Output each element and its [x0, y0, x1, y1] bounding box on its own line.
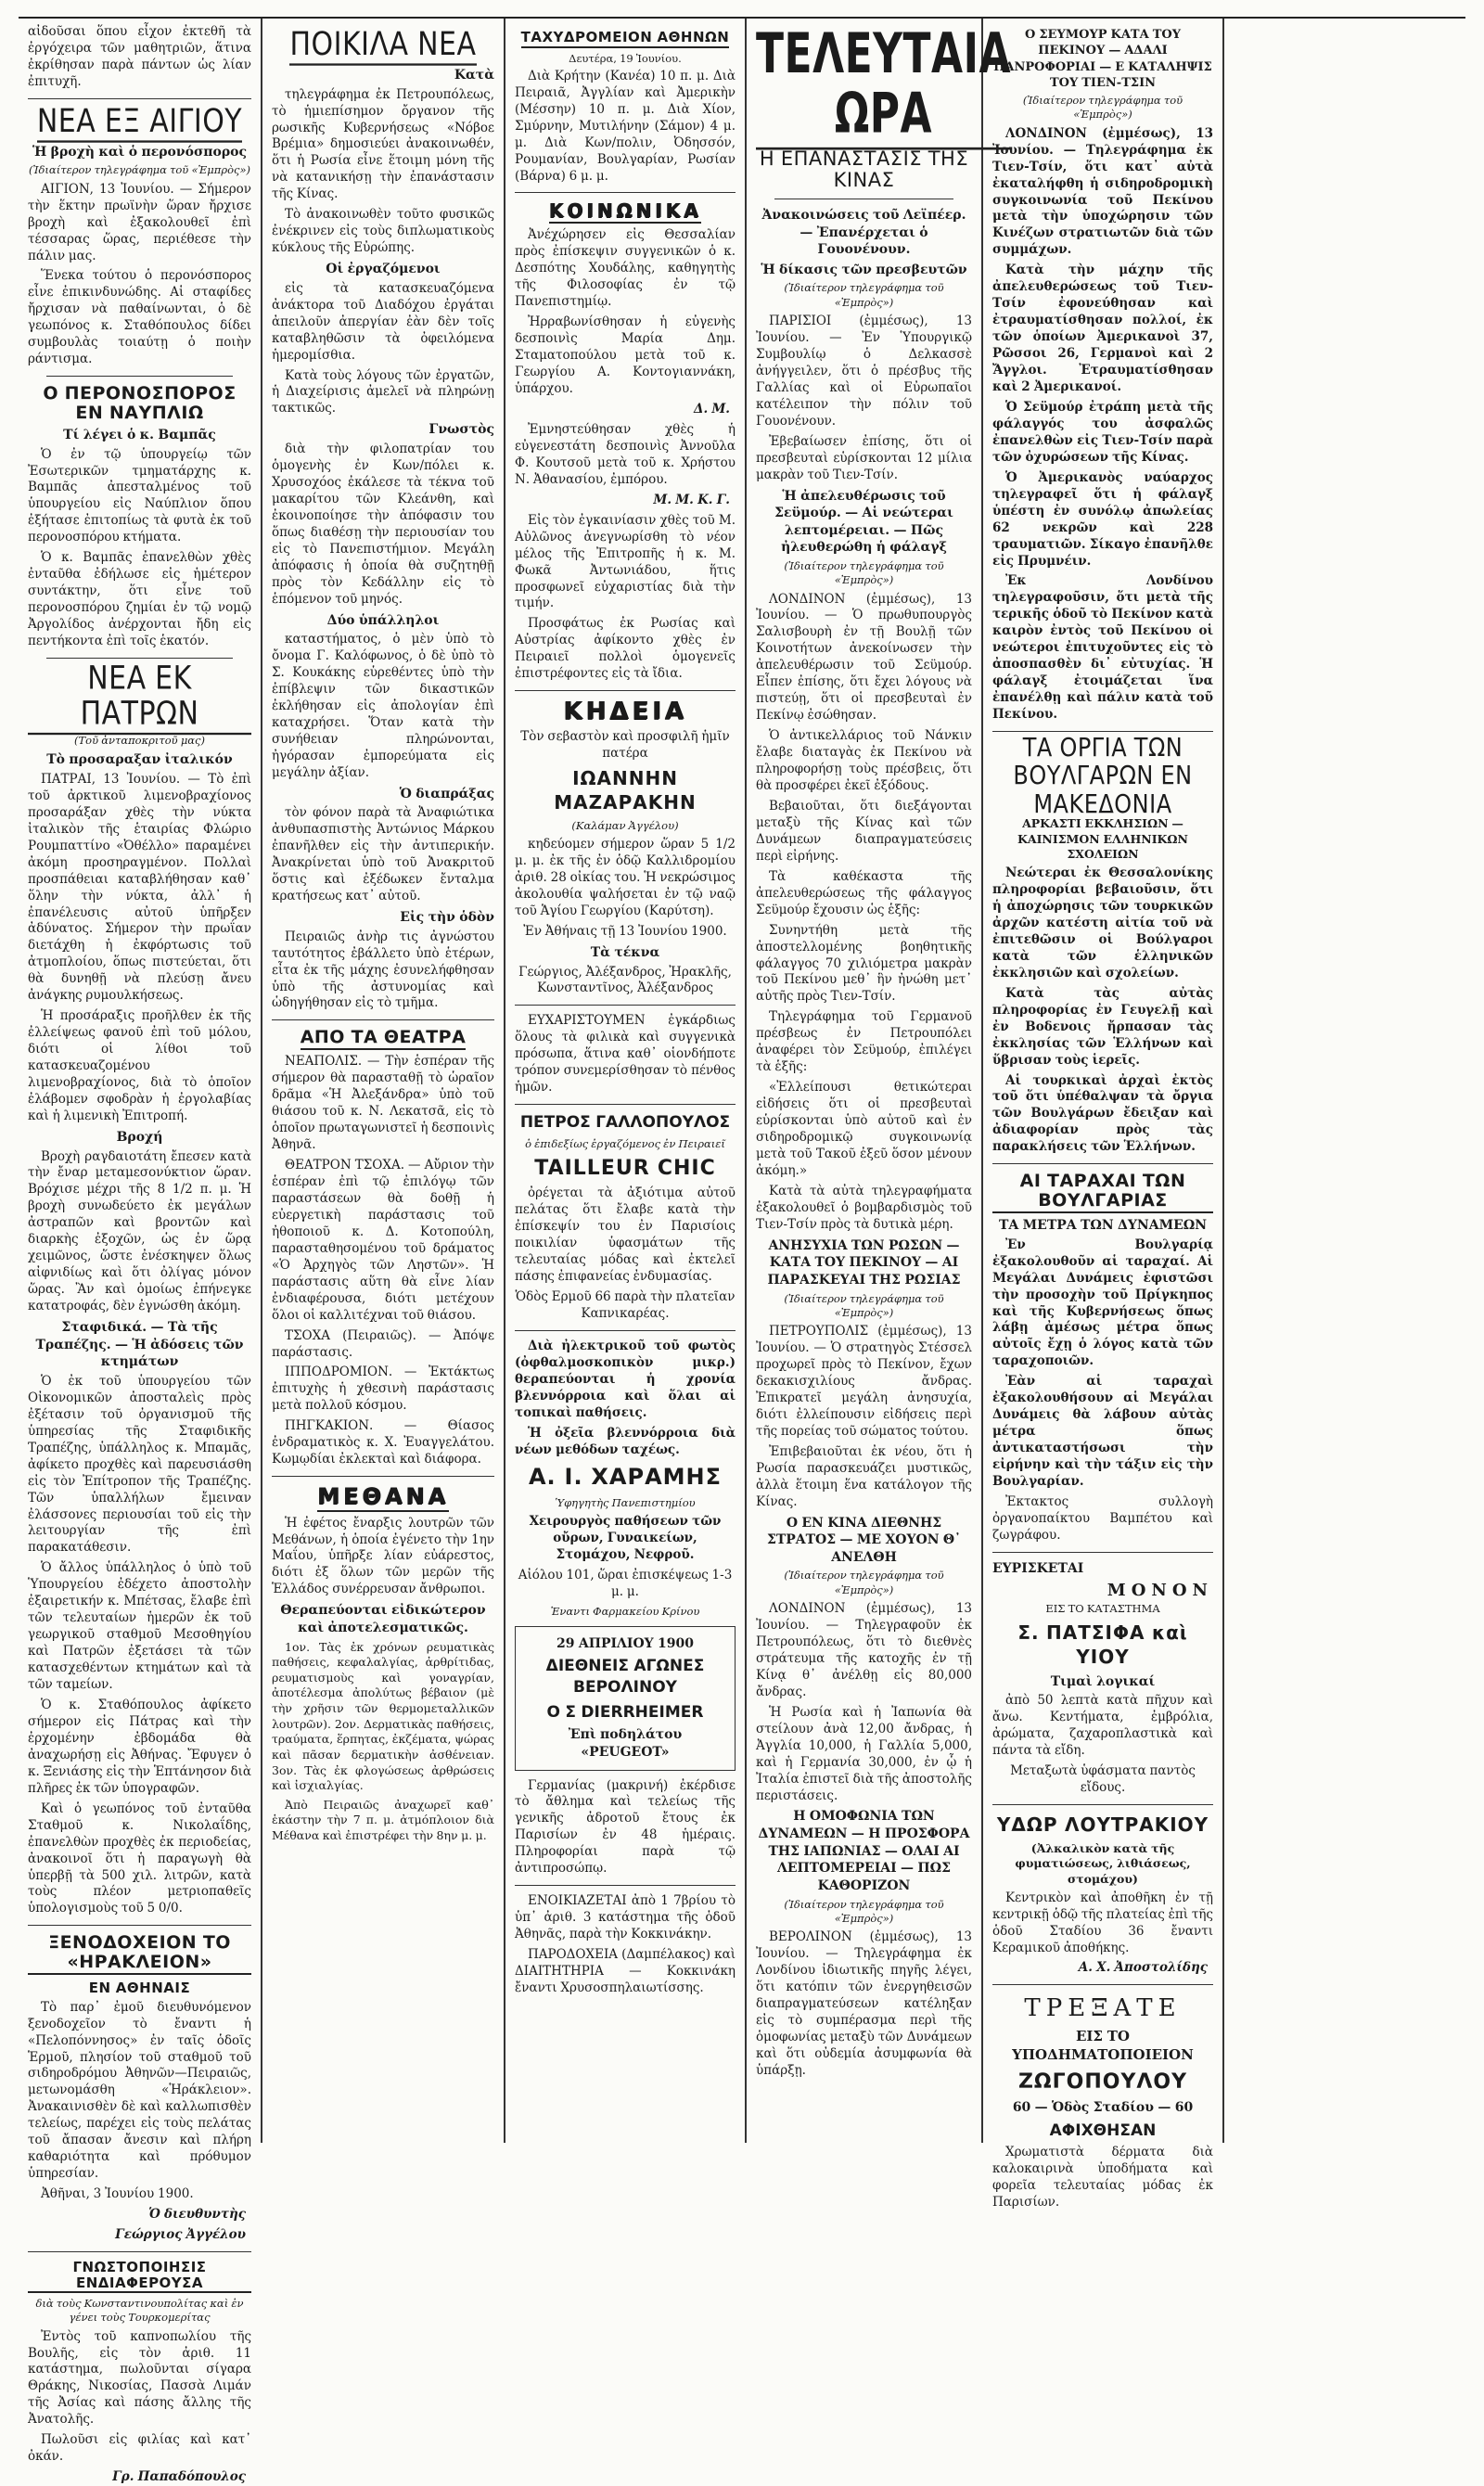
koin-signature: Δ. Μ.	[693, 401, 730, 416]
tarahai-text-1: Ἐν Βουλγαρίᾳ ἐξακολουθοῦν αἱ ταραχαί. Αἱ Μεγάλαι Δυνάμεις ἐφιστῶσι τὴν προσοχὴν τοῦ Πρίγκηπος καὶ τῆς Κυβερνήσεως ὅπως λάβῃ ἀμέσως μέτρα ὅπως αὐτοῖς ἔχῃ ὁ λόγος κατὰ τῶν ταραχοποιῶν.	[992, 1237, 1213, 1369]
divider	[515, 1005, 736, 1006]
divider	[515, 1104, 736, 1105]
tarahai-text-2: Ἐὰν αἱ ταραχαὶ ἐξακολουθήσουν αἱ Μεγάλαι Δυνάμεις θὰ λάβουν αὐτὰς μέτρα ὅπως ἀντικαταστήσωσι τὴν εἰρήνην καὶ τὴν τάξιν εἰς τὴν Βουλγαρίαν.	[992, 1374, 1213, 1490]
shoes-heading: ΤΡΕΞΑΤΕ	[1024, 1994, 1182, 2023]
trapeza-text: Ὁ ἐκ τοῦ ὑπουργείου τῶν Οἰκονομικῶν ἀποσταλεὶς πρὸς ἐξέτασιν τοῦ ὀργανισμοῦ τῆς ὑπηρεσίας τῆς Σταφιδικῆς Τραπέζης, ὑπάλληλος κ. Μπαμᾶς, ἀφίκετο προχθὲς καὶ παρευσιάσθη εἰς τὸν Ἐπίτροπον τῆς Τραπέζης. Τῶν ὑπαλλήλων ἔμειναν ἐλάσσονες περιουσίαι τοῦ εἰς τὴν λειτουργίαν τῆς ἐπὶ παρακατάθεσιν.	[28, 1373, 251, 1556]
theatre-text-5: ΠΗΓΚΑΚΙΟΝ. — Θίασος ἐνδραματικὸς κ. Χ. Ἐυαγγελάτου. Κωμῳδίαι ἐκλεκταὶ καὶ διάφορα.	[272, 1418, 494, 1467]
water-subheading: (Ἀλκαλικὸν κατὰ τῆς φυματιώσεως, λιθιάσεως, στομάχου)	[1015, 1840, 1191, 1887]
tailor-name: ΠΕΤΡΟΣ ΓΑΛΛΟΠΟΥΛΟΣ	[519, 1113, 731, 1133]
methana-text-3: Ἀπὸ Πειραιῶς ἀναχωρεῖ καθ᾽ ἑκάστην τὴν 7 π. μ. ἀτμόπλοιον διὰ Μέθανα καὶ ἐπιστρέφει τὴν 8ην μ. μ.	[272, 1797, 494, 1843]
trapeza-text-4: Καὶ ὁ γεωπόνος τοῦ ἐνταῦθα Σταθμοῦ κ. Νικολαΐδης, ἐπανελθὼν προχθὲς ἐκ περιοδείας, ἀνακοινοῖ ὅτι ἡ παραγωγὴ θὰ ὑπερβῇ τὰ 500 χιλ. λιτρῶν, κατὰ τοὺς πλέον μετριοπαθεῖς ὑπολογισμοὺς τοῦ 5 0/0.	[28, 1800, 251, 1916]
nafplio-subheading: Τί λέγει ὁ κ. Βαμπᾶς	[63, 427, 216, 442]
seymour-text-5: Συνηντήθη μετὰ τῆς ἀποστελλομένης βοηθητικῆς φάλαγγος 70 χιλιόμετρα μακρὰν τοῦ Πεκίνου μεθ᾽ ἣν ἠνώθη μετ᾽ αὐτῆς πρὸς Τιεν-Τσίν.	[756, 922, 972, 1005]
divider	[992, 731, 1213, 732]
hotel-director: Ὁ διευθυντὴς	[148, 2207, 246, 2223]
monon-label: ΜΟΝΟΝ	[1107, 1581, 1213, 1601]
koin-text-4: Εἰς τὸν ἐγκαινίασιν χθὲς τοῦ Μ. Αὐλῶνος ἀνεγνωρίσθη τὸ νέον μέλος τῆς Ἐπιτροπῆς ἡ κ. Μ. Φωκᾶ Ἀντωνιάδου, ἥτις προσφωνεῖ εὐχαριστίας διὰ τὴν τιμήν.	[515, 512, 736, 611]
kedia-text: Τὸν σεβαστὸν καὶ προσφιλῆ ἡμῖν πατέρα	[520, 728, 730, 761]
orgia-text-1: Νεώτεραι ἐκ Θεσσαλονίκης πληροφορίαι βεβαιοῦσιν, ὅτι ἡ ἀποχώρησις τῶν τουρκικῶν ἀρχῶν κατέστη αἰτία τοῦ νὰ ἐπιτεθῶσιν οἱ Βούλγαροι κατὰ τῶν ἑλληνικῶν ἐκκλησιῶν καὶ σχολείων.	[992, 865, 1213, 980]
intro-text: αἰδοῦσαι ὅπου εἶχον ἐκτεθῆ τὰ ἐργόχειρα τῶν μαθητριῶν, ἅτινα ἐκρίθησαν παρὰ πάντων ὡς λίαν ἐπιτυχῆ.	[28, 24, 251, 89]
column-3	[505, 19, 747, 2143]
seymour-text-1: ΛΟΝΔΙΝΟΝ (ἐμμέσως), 13 Ἰουνίου. — Ὁ πρωθυπουργὸς Σαλισβουρὴ ἐν τῇ Βουλῇ τῶν Κοινοτήτων ἀνεκοίνωσεν τὴν ἀπελευθέρωσιν τοῦ Σεϋμούρ. Εἶπεν ἐπίσης, ὅτι ἔχει λόγους νὰ πιστεύῃ, ὅτι οἱ πρεσβευταὶ ἐν Πεκίνῳ ἐσώθησαν.	[756, 591, 972, 724]
tailor-text: ὀρέγεται τὰ ἀξιότιμα αὐτοῦ πελάτας ὅτι ἔλαβε κατὰ τὴν ἐπίσκεψίν του ἐν Παρισίοις ποικιλίαν ὑφασμάτων τῆς τελευταίας μόδας καὶ ἐκτελεῖ πάσης ἐπιφανείας ἐνδυμασίας.	[515, 1185, 736, 1285]
s3-text: διὰ τὴν φιλοπατρίαν του ὁμογενὴς ἐν Κων/πόλει κ. Χρυσοχόος ἐκάλεσε τὰ τέκνα τοῦ μακαρίτου τῶν Κλεάνθη, καὶ ἐκοινοποίησε τὴν ἀπόφασιν του ὅπως διαθέσῃ τὴν περιουσίαν του εἰς τὸ Πανεπιστήμιον. Μεγάλη ἀπόφασις ἡ ὁποία θὰ συζητηθῇ πρὸς τὸν Κεδάλλην εἰς τὸ ἑπόμενον τοῦ μηνός.	[272, 441, 494, 607]
divider	[515, 1330, 736, 1331]
divider	[28, 98, 251, 99]
aigio-heading: ΝΕΑ ΕΞ ΑΙΓΙΟΥ	[28, 104, 251, 142]
shoes-text: Χρωματιστὰ δέρματα διὰ καλοκαιρινὰ ὑποδήματα καὶ φορεῖα τελευταίας μόδας ἐκ Παρισίων.	[992, 2145, 1213, 2210]
evrisk-label: ΕΥΡΙΣΚΕΤΑΙ	[992, 1560, 1084, 1576]
army-text-1: ΛΟΝΔΙΝΟΝ (ἐμμέσως), 13 Ἰουνίου. — Τηλεγραφοῦν ἐκ Πετρουπόλεως, ὅτι τὸ διεθνὲς στράτευμα τῆς κατοχῆς ἐν τῇ Κίνᾳ θ᾽ ἀνέλθῃ εἰς 80,000 ἄνδρας.	[756, 1601, 972, 1699]
race-date: 29 ΑΠΡΙΛΙΟΥ 1900	[556, 1635, 694, 1651]
s4-text: καταστήματος, ὁ μὲν ὑπὸ τὸ ὄνομα Γ. Καλόφωνος, ὁ δὲ ὑπὸ τὸ Σ. Κουκάκης εὑρεθέντες ὑπὸ τὴν ἐπίβλεψιν τῶν δικαστικῶν ἐκλήθησαν εἰς ἀπολογίαν ἐπὶ καταχρήσει. Ὅταν κατὰ τὴν συνήθειαν πληρώνονται, ἠγόρασαν ἐμπορεύματα εἰς μεγάλην ἀξίαν.	[272, 632, 494, 780]
methana-subheading: Θεραπεύονται εἰδικώτερον καὶ ἀποτελεσματικῶς.	[280, 1603, 486, 1635]
methana-text-2: 1ον. Τὰς ἐκ χρόνων ρευματικὰς παθήσεις, κεφαλαλγίας, ἀρθρίτιδας, ρευματισμοὺς καὶ γοναγρίαν, ἀποτέλεσμα ἀπολύτως βέβαιον (μὲ τὴν χρῆσιν τῶν θερμομεταλλικῶν λουτρῶν). 2ον. Δερματικὰς παθήσεις, τραύματα, ἕρπητας, ἐκζέματα, ψώρας καὶ πᾶσαν δερματικὴν ἀσθένειαν. 3ον. Τὰς ἐκ φλογώσεως ἀρθρώσεις καὶ ἰσχιαλγίας.	[272, 1639, 494, 1793]
brochi-text: Βροχὴ ραγδαιοτάτη ἔπεσεν κατὰ τὴν ἔναρ μεταμεσονύκτιον ὥραν. Βρόχισε μέχρι τῆς 8 1/2 π. μ. Ἡ βροχὴ συνωδεύετο ἐκ μεγάλων ἀστραπῶν καὶ βροντῶν καὶ διαρκὴς ἐξοχῶν, ὡς ἐν ὥρᾳ χειμῶνος, ὥστε ἐνέσκηψεν ὅλως αἰφνιδίως καὶ ὅτι ὀλίγας μόνον ὥρας. Ἂν καὶ ὁμοίως ἐπήνεγκε κατατροφάς, δὲν ἐγνώσθη ἀκόμη.	[28, 1148, 251, 1314]
post-heading: ΤΑΧΥΔΡΟΜΕΙΟΝ ΑΘΗΝΩΝ	[515, 30, 736, 48]
hotel-date: Ἀθῆναι, 3 Ἰουνίου 1900.	[41, 2186, 194, 2202]
divider	[992, 1804, 1213, 1805]
patra-text-2: Ἡ προσάραξις προῆλθεν ἐκ τῆς ἐλλείψεως φανοῦ ἐπὶ τοῦ μόλου, διότι οἱ λίθοι τοῦ κατασκευαζομένου λιμενοβραχίονος, διὰ τὸ ὁποῖον ἐλάβομεν σφοδρὰν ἡ ἐργολαβίας καὶ ἡ λιμενικὴ Ἐπιτροπή.	[28, 1008, 251, 1123]
divider	[272, 1019, 494, 1020]
orgia-subheading: ΑΡΚΑΣΤΙ ΕΚΚΛΗΣΙΩΝ — ΚΑΙΝΙΣΜΟΝ ΕΛΛΗΝΙΚΩΝ ΣΧΟΛΕΙΩΝ	[1017, 816, 1188, 862]
doctor-text: Χειρουργὸς παθήσεων τῶν οὔρων, Γυναικείων, Στομάχου, Νεφροῦ.	[529, 1513, 722, 1562]
theatre-text-4: ΙΠΠΟΔΡΟΜΙΟΝ. — Ἐκτάκτως ἐπιτυχὴς ἡ χθεσινὴ παράστασις μετὰ πολλοῦ κόσμου.	[272, 1365, 494, 1414]
newspaper-page	[19, 17, 1465, 2485]
race-text: Γερμανίας (μακρινή) ἐκέρδισε τὸ ἄθλημα καὶ τελείως τῆς γενικῆς ἀδροτοῦ ἔτους ἐκ Παρισίων ἐν 48 ἡμέραις. Πληροφορίαι παρὰ τῷ ἀντιπροσώπῳ.	[515, 1777, 736, 1877]
theatre-text-2: ΘΕΑΤΡΟΝ ΤΣΟΧΑ. — Αὔριον τὴν ἑσπέραν ἐπὶ τῷ ἐπιλόγῳ τῶν παραστάσεων θὰ δοθῇ ἡ εὐεργετικὴ παράστασις τοῦ ἠθοποιοῦ κ. Δ. Κοτοπούλη, παρασταθησομένου τοῦ δράματος «Ὁ Ἀρχηγὸς τῶν Ληστῶν». Ἡ παράστασις αὕτη θὰ εἶνε λίαν ἐνδιαφέρουσα, διότι μετέχουν ὅλοι οἱ καλλιτέχναι τοῦ θιάσου.	[272, 1158, 494, 1323]
seymour2-text-3: Ὁ Σεϋμούρ ἐτράπη μετὰ τῆς φάλαγγός του ἀσφαλῶς ἐπανελθὼν εἰς Τιεν-Τσίν παρὰ τῶν ὀχυρώσεων τῆς Κίνας.	[992, 399, 1213, 465]
tailor-address: Ὁδὸς Ερμοῦ 66 παρὰ τὴν πλατεῖαν Καπνικαρέας.	[515, 1289, 736, 1322]
nafplio-text-2: Ὁ κ. Βαμπᾶς ἐπανελθὼν χθὲς ἐνταῦθα ἐδήλωσε εἰς ἡμέτερον συντάκτην, ὅτι εἶνε τοῦ περονοσπόρου ζημίαι ἐν τῷ νομῷ Ἀργολίδος ἀνέρχονται ἤδη εἰς πεντήκοντα ἐπὶ τοῖς ἑκατόν.	[28, 550, 251, 649]
seymour-text-4: Τὰ καθέκαστα τῆς ἀπελευθερώσεως τῆς φάλαγγος Σεϋμούρ ἔχουσιν ὡς ἑξῆς:	[756, 868, 972, 917]
seymour2-heading: Ο ΣΕΥΜΟΥΡ ΚΑΤΑ ΤΟΥ ΠΕΚΙΝΟΥ — ΑΔΑΛΙ ΠΑΝΡΟΦΟΡΙΑΙ — Ε ΚΑΤΑΛΗΨΙΣ ΤΟΥ ΤΙΕΝ-ΤΣΙΝ	[993, 28, 1212, 90]
kedia-credit: (Καλάμαν Ἀγγέλου)	[571, 818, 679, 832]
divider	[992, 1984, 1213, 1985]
doctor-text-2: Αἰόλου 101, ὥραι ἐπισκέψεως 1-3 μ. μ.	[518, 1567, 733, 1599]
race-ad-box	[515, 1626, 736, 1771]
brochi-subheading: Βροχή	[116, 1129, 163, 1145]
divider	[28, 1925, 251, 1926]
divider	[515, 1885, 736, 1886]
unity-credit: (Ἰδιαίτερον τηλεγράφημα τοῦ «Ἐμπρὸς»)	[784, 1897, 944, 1925]
hotel-subheading: ΕΝ ΑΘΗΝΑΙΣ	[88, 1980, 191, 1997]
army-credit: (Ἰδιαίτερον τηλεγράφημα τοῦ «Ἐμπρὸς»)	[784, 1569, 944, 1596]
china-subheading: Ἀνακοινώσεις τοῦ Λεϊπέερ. — Ἐπανέρχεται ὁ Γουονένουν.	[761, 207, 966, 258]
trapeza-text-3: Ὁ κ. Σταθόπουλος ἀφίκετο σήμερον εἰς Πάτρας καὶ τὴν ἐρχομένην ἐβδομάδα θὰ ἀναχωρήσῃ εἰς Ἀθήνας. Ἔφυγεν ὁ κ. Ξενιάσης εἰς τὴν Ἑπτάνησον διὰ πλῆρες ἐκ τῶν ὑπογραφῶν.	[28, 1698, 251, 1796]
seymour-text-6: Τηλεγράφημα τοῦ Γερμανοῦ πρέσβεως ἐν Πετρουπόλει ἀναφέρει τὸν Σεϋμούρ, ἐπιλέγει τὰ ἑξῆς:	[756, 1009, 972, 1075]
shoes-address: 60 — Ὁδὸς Σταδίου — 60	[1012, 2100, 1194, 2116]
tailor-brand: TAILLEUR CHIC	[534, 1157, 716, 1181]
china-text-2: Ἐβεβαίωσεν ἐπίσης, ὅτι οἱ πρεσβευταὶ εὑρίσκονται 12 μίλια μακρὰν τοῦ Τιεν-Τσίν.	[756, 433, 972, 482]
kedia-children: Τὰ τέκνα	[590, 944, 660, 960]
unity-subheading: Η ΟΜΟΦΩΝΙΑ ΤΩΝ ΔΥΝΑΜΕΩΝ — Η ΠΡΟΣΦΟΡΑ ΤΗΣ ΙΑΠΩΝΙΑΣ — ΟΛΑΙ ΑΙ ΛΕΠΤΟΜΕΡΕΙΑΙ — ΠΩΣ ΚΑΘΟΡΙΖΟΝ	[758, 1809, 970, 1893]
orgia-text-2: Κατὰ τὰς αὐτὰς πληροφορίας ἐν Γευγελῇ καὶ ἐν Βοδενοις ἤρπασαν τὰς ἐκκλησίας τῶν Ἑλλήνων καὶ ὕβρισαν τοὺς ἱερεῖς.	[992, 985, 1213, 1068]
aigio-text-2: Ἕνεκα τούτου ὁ περονόσπορος εἶνε ἐπικινδυνώδης. Αἱ σταφίδες ἤρχισαν νὰ παθαίνωνται, ὁ δὲ γεωπόνος κ. Σταθόπουλος δίδει συμβουλὰς τοιαύτῃ ὁ ποιὴν ράντισμα.	[28, 268, 251, 367]
divider	[46, 376, 233, 377]
divider	[515, 690, 736, 691]
seymour-subheading: Ἡ ἀπελευθέρωσις τοῦ Σεϋμούρ. — Αἱ νεώτεραι λεπτομέρειαι. — Πῶς ἠλευθερώθη ἡ φάλαγξ	[774, 488, 953, 556]
divider	[272, 1476, 494, 1477]
russia-text-1: ΠΕΤΡΟΥΠΟΛΙΣ (ἐμμέσως), 13 Ἰουνίου. — Ὁ στρατηγὸς Στέσσελ προχωρεῖ πρὸς τὸ Πεκίνον, ἔχων δεκακισχιλίους ἄνδρας. Ἐπικρατεῖ μεγάλη ἀνησυχία, διότι ἐλλείπουσιν εἰδήσεις περὶ τῆς πορείας τοῦ σώματος τούτου.	[756, 1324, 972, 1439]
nafplio-heading: Ο ΠΕΡΟΝΟΣΠΟΡΟΣ ΕΝ ΝΑΥΠΛΙΩ	[43, 383, 237, 424]
s2-subheading: Οἱ ἐργαζόμενοι	[326, 262, 441, 277]
army-subheading: Ο ΕΝ ΚΙΝΑ ΔΙΕΘΝΗΣ ΣΤΡΑΤΟΣ — ΜΕ ΧΟΥΟΝ Θ᾽ ΑΝΕΛΘΗ	[766, 1515, 962, 1565]
patra-credit: (Τοῦ ἀνταποκριτοῦ μας)	[73, 734, 205, 748]
shop-price: Τιμαὶ λογικαί	[1050, 1673, 1156, 1689]
divider	[46, 658, 233, 659]
army-text-2: Ἡ Ρωσία καὶ ἡ Ἰαπωνία θὰ στείλουν ἀνὰ 12,00 ἄνδρας, ἡ Ἀγγλία 10,000, ἡ Γαλλία 5,000, καὶ ἡ Γερμανία 30,000, ἐν ᾧ ἡ Ἰταλία ἐπιστεῖ διὰ τῆς ἀποστολῆς περιστάσεις.	[756, 1704, 972, 1803]
s1-text: τηλεγράφημα ἐκ Πετρουπόλεως, τὸ ἡμιεπίσημον ὄργανον τῆς ρωσικῆς Κυβερνήσεως «Νόβοε Βρέμια» δημοσιεύει ἀνακοινωθέν, ὅτι ἡ Ρωσία εἶνε ἕτοιμη μόνη τῆς νὰ κατανικήσῃ τὴν ἐπανάστασιν τῆς Κίνας.	[272, 86, 494, 202]
race-name: Ο Σ DIERRHEIMER	[546, 1702, 704, 1722]
orgia-heading: ΤΑ ΟΡΓΙΑ ΤΩΝ ΒΟΥΛΓΑΡΩΝ ΕΝ ΜΑΚΕΔΟΝΙΑ	[1013, 732, 1193, 819]
methana-heading: ΜΕΘΑΝΑ	[272, 1484, 494, 1511]
s1-text-2: Τὸ ἀνακοινωθὲν τοῦτο φυσικῶς ἐνέκρινεν εἰς τοὺς διπλωματικοὺς κύκλους τῆς Εὐρώπης.	[272, 207, 494, 256]
seymour2-text-5: Ἐκ Λονδίνου τηλεγραφοῦσιν, ὅτι μετὰ τῆς τερικῆς ὁδοῦ τὸ Πεκίνον κατὰ καιρὸν ἐντὸς τοῦ Πεκίνου οἱ νεώτεροι ἐπιτυχοῦντες εἰς τὸ ἀποσπασθὲν δι᾽ εὐτυχίας. Ἡ φάλαγξ ἐτοιμάζεται ἵνα ἐπανέλθῃ καὶ πάλιν κατὰ τοῦ Πεκίνου.	[992, 573, 1213, 723]
tarahai-subheading: ΤΑ ΜΕΤΡΑ ΤΩΝ ΔΥΝΑΜΕΩΝ	[999, 1218, 1207, 1234]
seymour2-credit: (Ἰδιαίτερον τηλεγράφημα τοῦ «Ἐμπρὸς»)	[1022, 94, 1183, 122]
theatre-text: ΝΕΑΠΟΛΙΣ. — Τὴν ἑσπέραν τῆς σήμερον θὰ παρασταθῇ τὸ ὡραῖον δρᾶμα «Ἡ Ἀλεξάνδρα» ὑπὸ τοῦ θιάσου τοῦ κ. Ν. Λεκατσᾶ, εἰς τὸ ὁποῖον πρωταγωνιστεῖ ἡ δεσποινὶς Ἀθηνᾶ.	[272, 1054, 494, 1153]
seymour-credit: (Ἰδιαίτερον τηλεγράφημα τοῦ «Ἐμπρὸς»)	[784, 558, 944, 587]
tailor-subtitle: ὁ ἐπιδεξίως ἐργαζόμενος ἐν Πειραιεῖ	[525, 1136, 725, 1150]
eye-text-2: Ἡ ὀξεῖα βλεννόρροια διὰ νέων μεθόδων ταχέως.	[515, 1425, 736, 1457]
hotel-text: Τὸ παρ᾽ ἐμοῦ διευθυνόμενον ξενοδοχεῖον τὸ ἔναντι ἡ «Πελοπόννησος» ἐν ταῖς ὁδοῖς Ἑρμοῦ, πλησίον τοῦ σταθμοῦ τοῦ σιδηροδρόμου Ἀθηνῶν—Πειραιῶς, μετωνομάσθη «Ἡράκλειον». Ἀνακαινισθὲν δὲ καὶ καλλωπισθὲν τελείως, παρέχει εἰς τοὺς πελάτας τοῦ ἄπασαν ἄνεσιν καὶ πλήρη καθαριότητα καὶ πρόθυμον ὑπηρεσίαν.	[28, 1999, 251, 2182]
divider	[28, 2251, 251, 2252]
trapeza-text-2: Ὁ ἄλλος ὑπάλληλος ὁ ὑπὸ τοῦ Ὑπουργείου ἐδέχετο ἀποστολὴν ἐξαιρετικήν κ. Μπέτσας, ἔλαβε ἐπὶ τῶν τελευταίων ἡμερῶν ἐκ τοῦ γεωργικοῦ σταθμοῦ Μεσοθηγίου καὶ Πατρῶν ἐξετάσει τὰ τῶν κατασχεθέντων κτημάτων καὶ τὰ τῶν ταμείων.	[28, 1560, 251, 1693]
china-text-1: ΠΑΡΙΣΙΟΙ (ἐμμέσως), 13 Ἰουνίου. — Ἐν Ὑπουργικῷ Συμβουλίῳ ὁ Δελκασσὲ ἀνήγγειλεν, ὅτι ὁ πρέσβυς τῆς Γαλλίας καὶ οἱ Εὐρωπαῖοι κατέλειπον τὴν πόλιν τοῦ Γουονένουν.	[756, 313, 972, 429]
gnost-subheading: διὰ τοὺς Κωνσταντινουπολίτας καὶ ἐν γένει τοὺς Τουρκομερίτας	[35, 2297, 244, 2325]
seymour2-text-2: Κατὰ τὴν μάχην τῆς ἀπελευθερώσεως τοῦ Τιεν-Τσίν ἐφονεύθησαν καὶ ἐτραυματίσθησαν πολλοί, ἐκ τῶν ὁποίων Ἀμερικανοὶ 37, Ρῶσσοι 26, Γερμανοὶ καὶ 2 Ἄγγλοι. Ἐτραυματίσθησαν καὶ 2 Ἀμερικανοί.	[992, 263, 1213, 394]
s4-subheading: Δύο ὑπάλληλοι	[326, 612, 440, 628]
seymour-text-7: «Ἐλλείπουσι θετικώτεραι εἰδήσεις ὅτι οἱ πρεσβευταὶ εὑρίσκονται ὑπὸ αὐτοῦ καὶ ἐν σιδηροδρομικῷ συγκοινωνίᾳ μετὰ τοῦ Τακοῦ ἐξεῦ ὅσον μένουν ἀκόμη.»	[756, 1080, 972, 1178]
aigio-subheading: Ἡ βροχὴ καὶ ὁ περονόσπορος	[32, 144, 248, 160]
unity-text-1: ΒΕΡΟΛΙΝΟΝ (ἐμμέσως), 13 Ἰουνίου. — Τηλεγράφημα ἐκ Λονδίνου ἰδιωτικῆς πηγῆς λέγει, ὅτι κατόπιν τῶν ἐνεργηθεισῶν διαπραγματεύσεων κατέληξαν εἰς τὸ συμπέρασμα περὶ τῆς ὁμοφωνίας μεταξὺ τῶν Δυνάμεων καὶ ὅτι οὐδεμία ἀσυμφωνία θὰ ὑπάρξῃ.	[756, 1929, 972, 2078]
koinonika-heading: ΚΟΙΝΩΝΙΚΑ	[548, 199, 702, 223]
shop-subheading: ΕΙΣ ΤΟ ΚΑΤΑΣΤΗΜΑ	[1045, 1602, 1160, 1616]
s2-text: εἰς τὰ κατασκευαζόμενα ἀνάκτορα τοῦ Διαδόχου ἐργάται ἀπειλοῦν ἀπεργίαν ἐὰν δὲν τοῖς καταβληθῶσιν τὰ ὀφειλόμενα ἡμερομίσθια.	[272, 280, 494, 363]
russia-credit: (Ἰδιαίτερον τηλεγράφημα τοῦ «Ἐμπρὸς»)	[784, 1291, 944, 1319]
column-5	[983, 19, 1224, 2210]
rent-text: ΕΝΟΙΚΙΑΖΕΤΑΙ ἀπὸ 1 7βρίου τὸ ὑπ᾽ ἀριθ. 3 κατάστημα τῆς ὁδοῦ Ἀθηνᾶς, παρὰ τὴν Κοκκινάκην.	[515, 1893, 736, 1942]
china-subheading-2: Ἡ δίκασις τῶν πρεσβευτῶν	[761, 262, 967, 277]
doctor-name: Α. Ι. ΧΑΡΑΜΗΣ	[528, 1463, 723, 1490]
s6-text: Πειραιῶς ἀνὴρ τις ἀγνώστου ταυτότητος ἐβάλλετο ὑπὸ ἑτέρων, εἶτα ἐκ τῆς μάχης ἐσυνελήφθησαν ὑπὸ τῆς ἀστυνομίας καὶ ὡδηγήθησαν εἰς τὸ τμῆμα.	[272, 929, 494, 1011]
koin-text-5: Προσφάτως ἐκ Ρωσίας καὶ Αὐστρίας ἀφίκοντο χθὲς ἐν Πειραιεῖ πολλοὶ ὁμογενεῖς ἐπιστρέφοντες εἰς τὰ ἴδια.	[515, 616, 736, 682]
divider	[992, 1163, 1213, 1164]
grafeia-text: Ἐκτακτος συλλογὴ ὀργανοπαίκτου Βαμπέτου καὶ ζωγράφου.	[992, 1493, 1213, 1543]
shop-text-1: ἀπὸ 50 λεπτὰ κατὰ πῆχυν καὶ ἄνω. Κεντήματα, ἐμβρόλια, ἀρώματα, ζαχαροπλαστικὰ καὶ πάντα τὰ εἴδη.	[992, 1693, 1213, 1759]
gnost-text: Ἐντὸς τοῦ καπνοπωλίου τῆς Βουλῆς, εἰς τὸν ἀριθ. 11 κατάστημα, πωλοῦνται σίγαρα Θράκης, Νικοσίας, Πασσὰ Λιμάν τῆς Ἀσίας καὶ πάσης ἄλλης τῆς Ἀνατολῆς.	[28, 2328, 251, 2428]
kedia-names: Γεώργιος, Ἀλέξανδρος, Ἠρακλῆς, Κωνσταντῖνος, Ἀλέξανδρος	[518, 964, 732, 996]
race-bike: Ἐπὶ ποδηλάτου «PEUGEOT»	[568, 1727, 683, 1760]
seymour-text-3: Βεβαιοῦται, ὅτι διεξάγονται μεταξὺ τῆς Κίνας καὶ τῶν Δυνάμεων διαπραγματεύσεις περὶ εἰρήνης.	[756, 798, 972, 864]
hotel2-text: ΠΑΡΟΔΟΧΕΙΑ (Δαμπέλακος) καὶ ΔΙΑΙΤΗΤΗΡΙΑ — Κοκκινάκη ἔναντι Χρυσοσπηλαιωτίσσης.	[515, 1947, 736, 1996]
last-hour-heading: ΤΕΛΕΥΤΑΙΑ ΩΡΑ	[756, 25, 972, 150]
aigio-text: ΑΙΓΙΟΝ, 13 Ἰουνίου. — Σήμερον τὴν ἕκτην πρωϊνὴν ὥραν ἤρχισε βροχὴ καὶ ἐξακολουθεῖ ἐπὶ τέσσαρας ὥρας, περιέθεσε τὴν πάλιν μας.	[28, 181, 251, 263]
seymour2-text-1: ΛΟΝΔΙΝΟΝ (ἐμμέσως), 13 Ἰουνίου. — Τηλεγράφημα ἐκ Τιεν-Τσίν, ὅτι κατ᾽ αὐτὰ ἐκαταλήφθη ἡ σιδηροδρομικὴ συγκοινωνία τοῦ Πεκίνου μετὰ τὴν ὑποχώρησιν τῶν Κινέζων στρατιωτῶν διὰ τῶν συμμάχων.	[992, 125, 1213, 258]
gnost-heading: ΓΝΩΣΤΟΠΟΙΗΣΙΣ ΕΝΔΙΑΦΕΡΟΥΣΑ	[28, 2260, 251, 2293]
post-text: Διὰ Κρήτην (Κανέα) 10 π. μ. Διὰ Πειραιᾶ, Ἀγγλίαν καὶ Ἀμερικὴν (Μέσσην) 10 π. μ. Διὰ Χίον, Σμύρνην, Μυτιλήνην (Σάμον) 4 μ. μ. Διὰ Κων/πολιν, Ὀδησσόν, Ρουμανίαν, Βουλγαρίαν, Ρωσίαν (Βάρνα) 6 μ. μ.	[515, 68, 736, 184]
thanks-text: ΕΥΧΑΡΙΣΤΟΥΜΕΝ ἐγκάρδιως ὅλους τὰ φιλικὰ καὶ συγγενικὰ πρόσωπα, ἅτινα καθ᾽ οἱονδήποτε τρόπον συνεμερίσθησαν τὸ πένθος ἡμῶν.	[515, 1013, 736, 1096]
s3-subheading: Γνωστὸς	[429, 422, 494, 438]
water-heading: ΥΔΩΡ ΛΟΥΤΡΑΚΙΟΥ	[996, 1813, 1209, 1837]
patra-text: ΠΑΤΡΑΙ, 13 Ἰουνίου. — Τὸ ἐπὶ τοῦ ἀρκτικοῦ λιμενοβραχίονος προσαράξαν χθὲς τὴν νύκτα ἰταλικὸν τῆς ἑταιρίας Φλώριο Ρουμπαττίνο «Ὀθέλλο» παραμένει ἀκόμη προσηραγμένον. Πολλαὶ προσπάθειαι καταβλήθησαν καθ᾽ ὅλην τὴν νύκτα, ἀλλ᾽ ἡ ἐπανέλευσις αὐτοῦ ὑπῆρξεν ἀδύνατος. Σήμερον τὴν πρωΐαν διετάχθη ἡ ἐκφόρτωσις τοῦ ἀτμοπλοίου, ὅπως πιστεύεται, ὅτι θὰ δυνηθῇ νὰ πλεύσῃ ἄνευ ἀνάγκης ρυμουλκήσεως.	[28, 771, 251, 1004]
doctor-subtitle: Ὑφηγητὴς Πανεπιστημίου	[555, 1495, 696, 1509]
race-heading: ΔΙΕΘΝΕΙΣ ΑΓΩΝΕΣ ΒΕΡΟΛΙΝΟΥ	[545, 1657, 705, 1698]
kedia-date: Ἐν Ἀθήναις τῇ 13 Ἰουνίου 1900.	[523, 923, 727, 939]
russia-subheading: ΑΝΗΣΥΧΙΑ ΤΩΝ ΡΩΣΩΝ — ΚΑΤΑ ΤΟΥ ΠΕΚΙΝΟΥ — ΑΙ ΠΑΡΑΣΚΕΥΑΙ ΤΗΣ ΡΩΣΙΑΣ	[767, 1237, 961, 1288]
column-2	[262, 19, 505, 2143]
china-credit: (Ἰδιαίτερον τηλεγράφημα τοῦ «Ἐμπρὸς»)	[784, 281, 944, 309]
patra-heading: ΝΕΑ ΕΚ ΠΑΤΡΩΝ	[28, 661, 251, 735]
shoes-subheading: ΕΙΣ ΤΟ ΥΠΟΔΗΜΑΤΟΠΟΙΕΙΟΝ	[1012, 2028, 1194, 2063]
hotel-heading: ΞΕΝΟΔΟΧΕΙΟΝ ΤΟ «ΗΡΑΚΛΕΙΟΝ»	[28, 1933, 251, 1975]
shop-text-2: Μεταξωτὰ ὑφάσματα παντὸς εἴδους.	[1010, 1763, 1196, 1796]
s1-subheading: Κατὰ	[454, 68, 494, 83]
water-signature: Α. Χ. Ἀποστολίδης	[1078, 1960, 1208, 1976]
koin-text: Ἀνέχώρησεν εἰς Θεσσαλίαν πρὸς ἐπίσκεψιν συγγενικῶν ὁ κ. Δεσπότης Χουδάλης, καθηγητὴς τῆς Φιλοσοφίας ἐν τῷ Πανεπιστημίῳ.	[515, 227, 736, 310]
divider	[992, 1552, 1213, 1553]
seymour-text-2: Ὁ ἀντικελλάριος τοῦ Νάνκιν ἔλαβε διαταγὰς ἐκ Πεκίνου νὰ πληροφορήσῃ τοὺς πρέσβεις, ὅτι θὰ προσφέρει ἐκεῖ ἐξόδους.	[756, 728, 972, 793]
gnost-signature: Γρ. Παπαδόπουλος	[112, 2469, 246, 2485]
column-4	[747, 19, 1012, 2143]
eye-text: Διὰ ἠλεκτρικοῦ τοῦ φωτὸς (ὀφθαλμοσκοπικὸν μικρ.) θεραπεύονται ἡ χρονία βλεννόρροια καὶ ὅλαι αἱ τοπικαὶ παθήσεις.	[515, 1338, 736, 1420]
patra-subheading: Τὸ προσαραξαν ἰταλικόν	[46, 752, 233, 768]
shoes-name: ΖΩΓΟΠΟΥΛΟΥ	[1017, 2070, 1188, 2094]
poikila-heading: ΠΟΙΚΙΛΑ ΝΕΑ	[272, 27, 494, 65]
gnost-text-2: Πωλοῦσι εἰς φιλίας καὶ κατ᾽ ὀκάν.	[28, 2432, 251, 2465]
koin-signature-2: Μ. Μ. Κ. Γ.	[653, 492, 730, 507]
post-date: Δευτέρα, 19 Ἰουνίου.	[569, 51, 682, 65]
tarahai-heading: ΑΙ ΤΑΡΑΧΑΙ ΤΩΝ ΒΟΥΛΓΑΡΙΑΣ	[992, 1172, 1213, 1213]
koin-text-2: Ἠρραβωνίσθησαν ἡ εὐγενὴς δεσποινὶς Μαρία Δημ. Σταματοπούλου μετὰ τοῦ κ. Γεωργίου Α. Κοντογιαννάκη, ὑπάρχου.	[515, 314, 736, 397]
water-text: Κεντρικὸν καὶ ἀποθῆκη ἐν τῇ κεντρικῇ ὁδῷ τῆς πλατείας ἐπὶ τῆς ὁδοῦ Σταδίου 36 ἔναντι Κεραμικοῦ ἀποθήκης.	[992, 1890, 1213, 1955]
shoes-arrived: ΑΦΙΧΘΗΣΑΝ	[1049, 2121, 1157, 2140]
orgia-text-3: Αἱ τουρκικαὶ ἀρχαὶ ἐκτὸς τοῦ ὅτι ὑπέθαλψαν τὰ ὄργια τῶν Βουλγάρων ἔδειξαν καὶ ἀδιαφορίαν πρὸς τὰς παρακλήσεις τῶν Ἑλλήνων.	[992, 1072, 1213, 1155]
divider	[515, 192, 736, 193]
s5-text: τὸν φόνον παρὰ τὰ Ἀναφιώτικα ἀνθυπασπιστὴς Ἀντώνιος Μάρκου ἐπανῆλθεν εἰς τὴν ἀντιπερικήν. Ἀνακρίνεται ὑπὸ τοῦ Ἀνακριτοῦ ὅστις καὶ ἐξέδωκεν ἔνταλμα κρατήσεως κατ᾽ αὐτοῦ.	[272, 805, 494, 904]
russia-text-2: Ἐπιβεβαιοῦται ἐκ νέου, ὅτι ἡ Ρωσία παρασκευάζει μυστικῶς, ἀλλὰ ἕτοιμη ἕνα κατάλογον τῆς Κίνας.	[756, 1443, 972, 1509]
aigio-credit: (Ἰδιαίτερον τηλεγράφημα τοῦ «Ἐμπρὸς»)	[29, 163, 250, 177]
nafplio-text: Ὁ ἐν τῷ ὑπουργείῳ τῶν Ἐσωτερικῶν τμηματάρχης κ. Βαμπᾶς ἀπεσταλμένος τοῦ ὑπουργείου εἰς Ναύπλιον ὅπου ἐξήτασε ἐπιτοπίως τὰ φυτὰ ἐκ τοῦ περονοσπόρου κτήματα.	[28, 446, 251, 545]
kedia-heading: ΚΗΔΕΙΑ	[563, 698, 687, 726]
column-1	[19, 19, 262, 2485]
trapeza-subheading: Σταφιδικά. — Τὰ τῆς Τραπέζης. — Ἡ ἀδόσεις τῶν κτημάτων	[35, 1320, 244, 1370]
shop-name: Σ. ΠΑΤΣΙΦΑ καὶ ΥΙΟΥ	[1017, 1621, 1188, 1669]
methana-text: Ἡ ἐφέτος ἔναρξις λουτρῶν τῶν Μεθάνων, ἡ ὁποία ἐγένετο τὴν 1ην Μαΐου, ὑπῆρξε λίαν εὐάρεστος, διότι ἐξ ὅλων τῶν μερῶν τῆς Ἑλλάδος συνέρρευσαν ἄνθρωποι.	[272, 1515, 494, 1597]
kedia-name: ΙΩΑΝΝΗΝ ΜΑΖΑΡΑΚΗΝ	[554, 766, 697, 814]
s2-text-2: Κατὰ τοὺς λόγους τῶν ἐργατῶν, ἡ Διαχείρισις ἀμελεῖ νὰ πληρώνῃ τακτικῶς.	[272, 367, 494, 416]
theatre-text-3: ΤΣΟΧΑ (Πειραιῶς). — Ἀπόψε παράστασις.	[272, 1327, 494, 1360]
hotel-signature: Γεώργιος Ἀγγέλου	[115, 2227, 246, 2243]
doctor-address: Ἐναντι Φαρμακείου Κρίνου	[550, 1604, 700, 1618]
theatre-heading: ΑΠΟ ΤΑ ΘΕΑΤΡΑ	[272, 1028, 494, 1050]
china-heading: Η ΕΠΑΝΑΣΤΑΣΙΣ ΤΗΣ ΚΙΝΑΣ	[759, 147, 969, 191]
koin-text-3: Ἐμνηστεύθησαν χθὲς ἡ εὐγενεστάτη δεσποινὶς Ἀννοῦλα Φ. Κουτσοῦ μετὰ τοῦ κ. Χρήστου Ν. Ἀθανασίου, ἐμπόρου.	[515, 421, 736, 487]
seymour-text-8: Κατὰ τὰ αὐτὰ τηλεγραφήματα ἐξακολουθεῖ ὁ βομβαρδισμὸς τοῦ Τιεν-Τσίν πρὸς τὰ δυτικὰ μέρη.	[756, 1183, 972, 1232]
s6-subheading: Εἰς τὴν ὁδὸν	[400, 910, 494, 926]
kedia-text-2: κηδεύομεν σήμερον ὥραν 5 1/2 μ. μ. ἐκ τῆς ἐν ὁδῷ Καλλιδρομίου ἀριθ. 28 οἰκίας του. Ἡ νεκρώσιμος ἀκολουθία ψαλήσεται ἐν τῷ ναῷ τοῦ Ἁγίου Γεωργίου (Καρύτση).	[515, 837, 736, 919]
seymour2-text-4: Ὁ Ἀμερικανὸς ναύαρχος τηλεγραφεῖ ὅτι ἡ φάλαγξ ὑπέστη ἐν συνόλῳ ἀπωλείας 62 νεκρῶν καὶ 228 τραυματιῶν. Σίκαγο ἐπανῆλθε εἰς Πρυμνέιν.	[992, 469, 1213, 569]
s5-subheading: Ὁ διαπράξας	[399, 786, 494, 801]
